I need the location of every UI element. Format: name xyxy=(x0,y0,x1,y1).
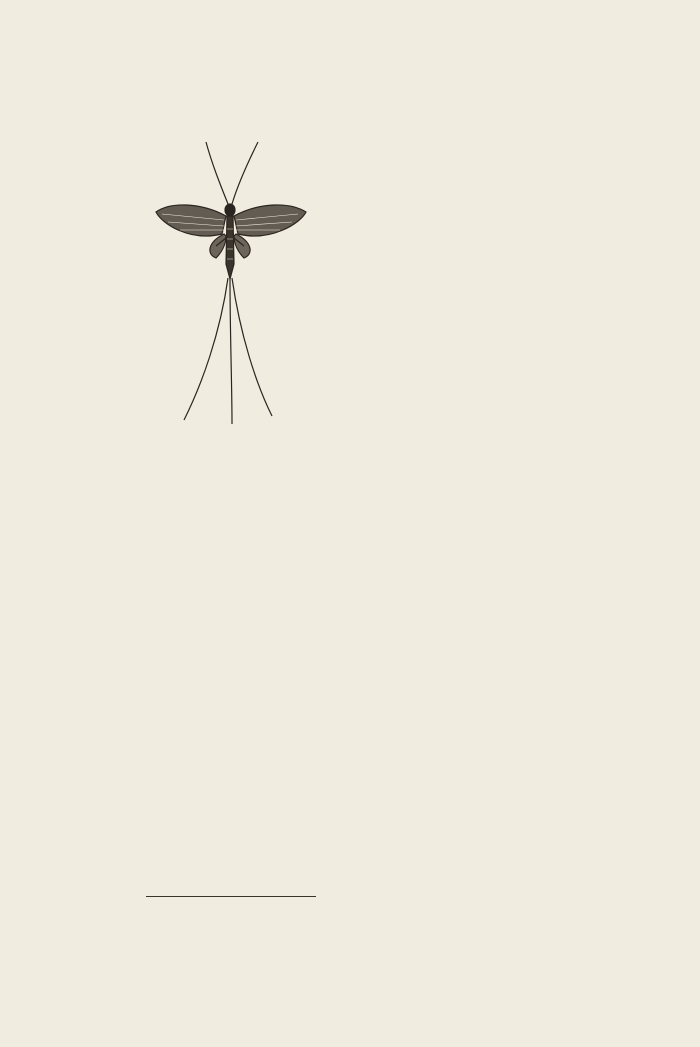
mayfly-drawing xyxy=(140,134,320,434)
footnote-rule xyxy=(146,896,316,897)
mayfly-illustration xyxy=(140,134,320,434)
